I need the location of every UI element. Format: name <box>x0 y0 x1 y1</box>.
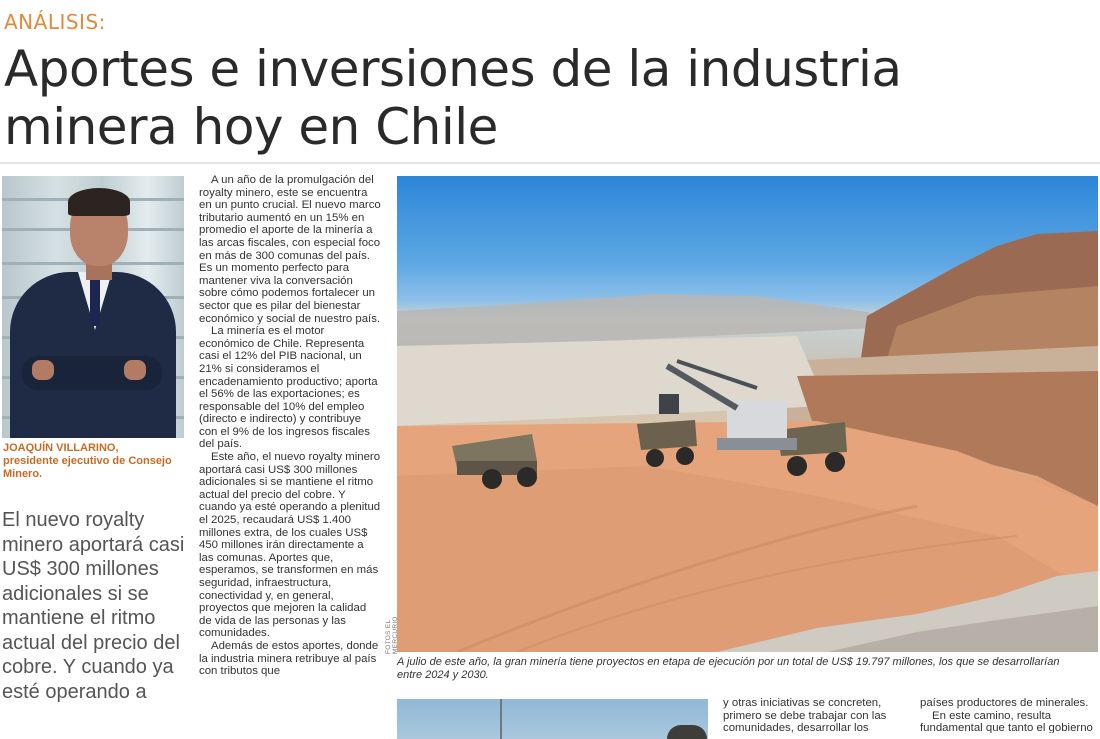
body-paragraph: A un año de la promulgación del royalty minero, este se encuentra en un punto crucial. El nuevo marco tributario aumentó en un 15% en promedio el aporte de la minería a las arcas fiscales, con especial foco en más de 300 comunas del país. Es un momento perfecto para mantener viva la conversación sobre cómo podemos fortalecer un sector que es pilar del bienestar económico y social de nuestro país. <box>199 174 381 325</box>
body-paragraph: La minería es el motor económico de Chile. Representa casi el 12% del PIB nacional, un 21% si consideramos el encadenamiento productivo; aporta el 56% de las exportaciones; es responsable del 10% del empleo (directo e indirecto) y contribuye con el 9% de los ingresos fiscales del país. <box>199 325 378 451</box>
body-paragraph: y otras iniciativas se concreten, primero se debe trabajar con las comunidades, desarrollar los <box>723 697 887 733</box>
body-column-1 <box>199 174 381 733</box>
header-divider <box>0 162 1100 164</box>
author-name: JOAQUÍN VILLARINO, <box>3 442 119 454</box>
photo-credit: FOTOS EL MERCURIO <box>385 616 399 654</box>
body-paragraph: Además de estos aportes, donde la industria minera retribuye al país con tributos que <box>199 639 379 678</box>
pull-quote: El nuevo royalty minero aportará casi US$ 300 millones adicionales si se mantiene el ritmo actual del precio del cobre. Y cuando ya esté operando a <box>2 509 185 703</box>
mine-photo <box>397 176 1098 652</box>
body-paragraph: En este camino, resulta fundamental que tanto el gobierno <box>920 709 1093 733</box>
author-portrait <box>2 176 184 438</box>
secondary-photo <box>397 699 708 739</box>
author-role: presidente ejecutivo de Consejo Minero. <box>3 455 172 480</box>
photo-caption: A julio de este año, la gran minería tiene proyectos en etapa de ejecución por un total de US$ 19.797 millones, los que se desarrollarían entre 2024 y 2030. <box>397 656 1060 681</box>
body-column-3 <box>723 697 903 733</box>
body-line: países productores de minerales. <box>920 697 1089 709</box>
author-caption <box>3 442 188 481</box>
section-kicker: ANÁLISIS: <box>4 10 106 34</box>
article-headline: Aportes e inversiones de la industria minera hoy en Chile <box>4 40 902 156</box>
body-paragraph: Este año, el nuevo royalty minero aportará casi US$ 300 millones adicionales si se mantiene el ritmo actual del precio del cobre. Y cuando ya esté operando a plenitud el 2025, recaudará US$ 1.400 millones extra, de los cuales US$ 450 millones irán directamente a las comunas. Aportes que, esperamos, se transformen en más seguridad, infraestructura, conectividad y, en general, proyectos que mejoren la calidad de vida de las personas y las comunidades. <box>199 451 381 640</box>
body-column-4 <box>920 697 1100 733</box>
